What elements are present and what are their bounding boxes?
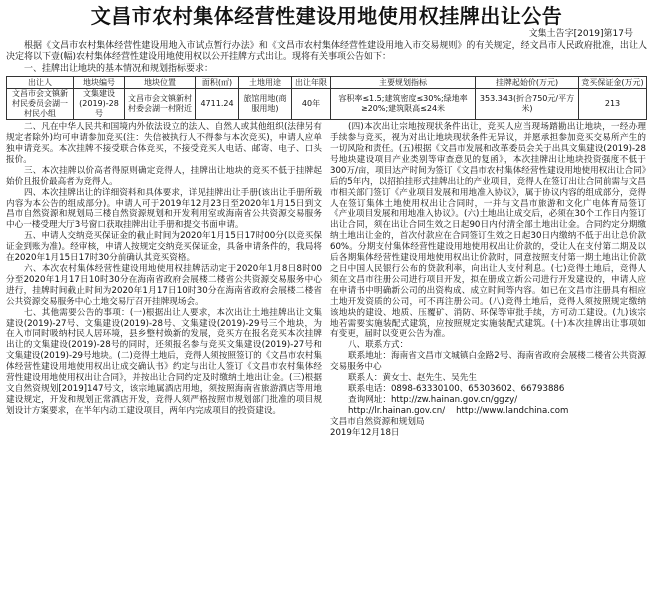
contact-address: 联系地址：海南省文昌市文城镇白金路2号、海南省政府会展楼二楼省公共资源交易服务中心	[330, 351, 646, 373]
cell-term: 40年	[292, 89, 331, 120]
cell-parcel-no: 文集建设(2019)-28号	[74, 89, 125, 120]
contact-block	[330, 340, 646, 438]
body-columns	[6, 122, 647, 438]
document-number: 文集土告字[2019]第17号	[528, 29, 633, 39]
cell-use: 旅馆用地(商服用地)	[239, 89, 292, 120]
col-header: 挂牌起始价(万元)	[476, 77, 579, 89]
col-header: 地块编号	[74, 77, 125, 89]
col-header: 竞买保证金(万元)	[579, 77, 647, 89]
clause-five: 五、申请人交纳竞买保证金的截止时间为2020年1月15日17时00分(以竞买保证金到账为准)。经审核，申请人按规定交纳竞买保证金，具备申请条件的，我局将在2020年1月15日17时30分前确认其竞买资格。	[6, 231, 322, 264]
left-column	[6, 122, 322, 438]
cell-deposit: 213	[579, 89, 647, 120]
clause-two: 二、凡在中华人民共和国境内外依法设立的法人、自然人或其他组织(法律另有规定者除外)均可申请参加竞买(注：失信被执行人不得参与本次竞买)，申请人应单独申请竞买。本次挂牌不接受联合体竞买，不接受竞买人电话、邮寄、电子、口头报价。	[6, 122, 322, 165]
cell-start-price: 353.343(折合750元/平方米)	[476, 89, 579, 120]
cell-indicators: 容积率≤1.5;建筑密度≤30%;绿地率≥20%;建筑限高≤24米	[331, 89, 476, 120]
right-column	[330, 122, 646, 438]
page-title: 文昌市农村集体经营性建设用地使用权挂牌出让公告	[90, 4, 563, 28]
col-header: 地块位置	[125, 77, 196, 89]
col-header: 面积(㎡)	[196, 77, 239, 89]
col-header: 出让年限	[292, 77, 331, 89]
clause-three: 三、本次挂牌以价高者得原则确定竞得人，挂牌出让地块的竞买不低于挂牌起始价且报价最高者为竞得人。	[6, 165, 322, 187]
clause-four: 四、本次挂牌出让的详细资料和具体要求，详见挂牌出让手册(该出让手册所载内容为本公告的组成部分)。申请人可于2019年12月23日至2020年1月15日到文昌市自然资源和规划局三楼自然资源规划和开发利用室或海南省公共资源交易服务中心一楼受理大厅3号窗口获取挂牌出让手册和提交书面申请。	[6, 187, 322, 231]
contact-query-url[interactable]: 查询网址：http://zw.hainan.gov.cn/ggzy/	[348, 394, 518, 405]
col-header: 主要规划指标	[331, 77, 476, 89]
issuing-organization: 文昌市自然资源和规划局	[330, 416, 425, 427]
link-landchina[interactable]: http://www.landchina.com	[456, 405, 569, 416]
cell-area: 4711.24	[196, 89, 239, 120]
table-row	[7, 89, 647, 120]
section-one-heading: 一、挂牌出让地块的基本情况和规划指标要求：	[24, 63, 214, 74]
clause-six: 六、本次农村集体经营性建设用地使用权挂牌活动定于2020年1月8日8时00分至2020年1月17日10时30分在海南省政府会展楼二楼省公共资源交易服务中心进行，挂牌时间截止时间为2020年1月17日10时30分在海南省政府会展楼二楼省公共资源交易服务中心土地交易厅召开挂牌现场会。	[6, 264, 322, 307]
issue-date: 2019年12月18日	[330, 427, 400, 438]
cell-seller: 文昌市会文镇新村民委员会湖一村民小组	[7, 89, 74, 120]
contact-phone: 联系电话：0898-63330100、65303602、66793886	[348, 383, 565, 394]
contact-heading: 八、联系方式：	[348, 340, 409, 351]
parcel-table	[6, 76, 647, 120]
col-header: 土地用途	[239, 77, 292, 89]
intro-paragraph: 根据《文昌市农村集体经营性建设用地入市试点暂行办法》和《文昌市农村集体经营性建设用地入市交易规则》的有关规定，经文昌市人民政府批准，出让人决定将以下壹(幅)农村集体经营性建设用地使用权以公开挂牌方式出让。现将有关事项公告如下：	[6, 41, 647, 63]
table-header-row	[7, 77, 647, 89]
link-lr-hainan[interactable]: http://lr.hainan.gov.cn/	[348, 405, 446, 416]
cell-location: 文昌市会文镇新村村委会湖一村附近	[125, 89, 196, 120]
clause-seven: 七、其他需要公告的事项：(一)根据出让人要求，本次出让土地挂牌出让文集建设(2019)-27号、文集建设(2019)-28号、文集建设(2019)-29号三个地块，为在入市同时吸纳村民人居环境，县乡整村焕新的发展，竞买方在报名竞买本次挂牌出让的文集建设(2019)-28号的同时，还须报名参与竞买文集建设(2019)-27号和文集建设(2019)-29号地块。(二)竞得土地后，竞得人须按照签订的《文昌市农村集体经营性建设用地使用权出让成交确认书》约定与出让人签订《文昌市农村集体经营性建设用地使用权出让合同》，并按出让合同约定及时缴纳土地出让金。(三)根据文自然资规划[2019]147号文，该宗地属酒店用地，须按照海南省旅游酒店等用地建设规定，开发和规划正常酒店开发，竞得人须严格按照市规划部门批准的项目规划设计方案要求，在半年内动工建设项目，两年内完成项目的投资建设。	[6, 307, 322, 416]
col-header: 出让人	[7, 77, 74, 89]
clause-seven-continued: (四)本次出让宗地按现状条件出让，竞买人应当现场踏勘出让地块，一经办理手续参与竞买，视为对出让地块现状条件无异议，并愿承担参加竞买交易所产生的一切风险和责任。(五)根据《文昌市发展和改革委员会关于出具文集建设(2019)-28号地块建设项目产业类别等审查意见的复函》，本次挂牌出让地块投资强度不低于300万/亩，项目达产时间为签订《文昌市农村集体经营性建设用地使用权出让合同》后的5年内，以招拍挂形式挂牌出让的产业项目，竞得人在签订出让合同前需与文昌市相关部门签订《产业项目发展和用地准入协议》，属于协议内容的组成部分，竞得人在签订集体土地使用权出让合同时，一并与文昌市旅游和文化广电体育局签订《产业项目发展和用地准入协议》。(六)土地出让成交后，必须在30个工作日内签订出让合同，须在出让合同生效之日起90日内付清全部土地出让金。合同约定分期缴纳土地出让金的，首次付款应在合同签订生效之日起30日内缴纳不低于出让总价款60%。分期支付集体经营性建设用地使用权出让价款的，受让人在支付第二期及以后各期集体经营性建设用地使用权出让价款时，同意按照支付第一期土地出让价款之日中国人民银行公布的贷款利率，向出让人支付利息。(七)竞得土地后，竞得人须在文昌市往册公司进行项目开发，拟在册成立新公司进行开发建设的，申请人应在申请书中明确新公司的出资构成、成立时间等内容。如已在文昌市注册具有相应土地开发资质的公司，可不再注册公司。(八)竞得土地后，竞得人须按照规定缴纳该地块的建设、地质、压覆矿、消防、环保等审批手续，方可动工建设。(九)该宗地若需要实施装配式建筑，应按照规定实施装配式建筑。(十)本次挂牌出让事项如有变更，届时以变更公告为准。	[330, 122, 646, 340]
contact-people: 联系人：黄女士、赵先生、吴先生	[348, 373, 477, 384]
contact-urls	[330, 406, 646, 417]
